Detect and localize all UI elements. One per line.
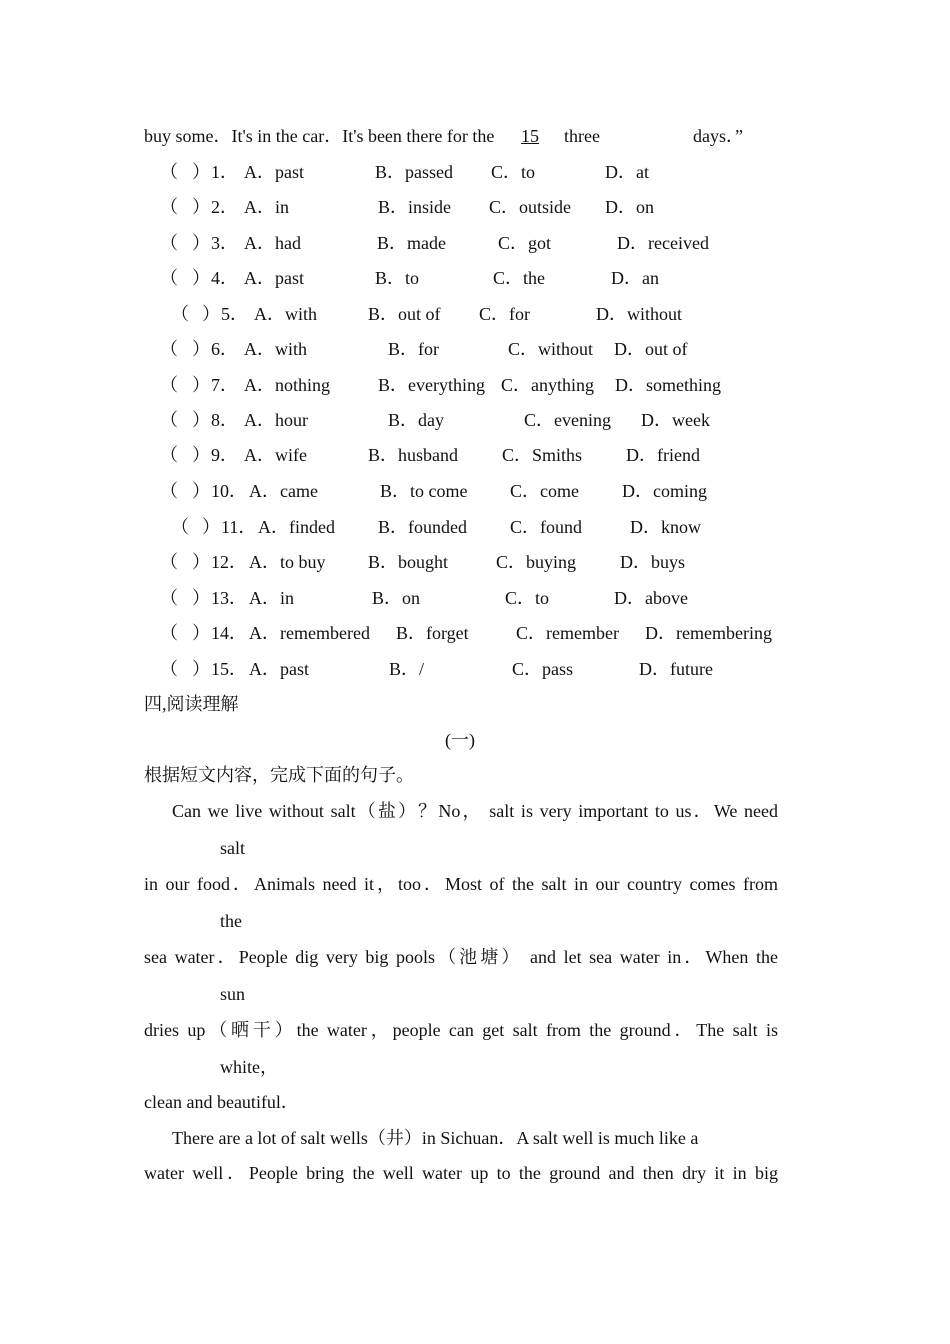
intro-text-1: buy some．It's in the car．It's been there for the [144, 126, 495, 146]
option-b: B．/ [389, 659, 425, 679]
answer-paren-close: ） [192, 481, 210, 501]
option-c: C．anything [501, 375, 594, 395]
answer-paren-close: ） [192, 233, 210, 253]
option-d: D．buys [620, 552, 686, 572]
answer-paren-close: ） [202, 304, 220, 324]
option-c: C．the [493, 268, 545, 288]
passage-text: sea water．People dig very big pools（池塘） and let sea water in．When the [144, 947, 778, 967]
option-d: D．coming [622, 481, 707, 501]
option-c: C．to [491, 162, 536, 182]
option-d: D．on [605, 197, 654, 217]
passage-text: water well．People bring the well water up to the ground and then dry it in big [144, 1163, 778, 1183]
question-number: 1． [211, 162, 238, 182]
answer-paren-open: （ [160, 268, 178, 288]
question-number: 4． [211, 268, 238, 288]
question-number: 5． [221, 304, 248, 324]
answer-paren-open: （ [160, 588, 178, 608]
question-number: 9． [211, 445, 238, 465]
option-d: D．above [614, 588, 688, 608]
option-c: C．evening [524, 410, 611, 430]
answer-paren-close: ） [192, 588, 210, 608]
question-number: 10． [211, 481, 247, 501]
question-number: 3． [211, 233, 238, 253]
answer-paren-open: （ [160, 233, 178, 253]
question-number: 7． [211, 375, 238, 395]
option-c: C．found [510, 517, 582, 537]
answer-paren-open: （ [171, 517, 189, 537]
option-a: A．had [244, 233, 301, 253]
option-b: B．for [388, 339, 439, 359]
option-a: A．with [244, 339, 307, 359]
option-b: B．out of [368, 304, 441, 324]
section-heading: 四,阅读理解 [144, 694, 239, 714]
option-b: B．to [375, 268, 420, 288]
option-a: A．finded [258, 517, 335, 537]
option-d: D．week [641, 410, 710, 430]
instruction-text: 根据短文内容，完成下面的句子。 [144, 765, 414, 785]
answer-paren-close: ） [192, 552, 210, 572]
answer-paren-open: （ [160, 623, 178, 643]
passage-text: in our food．Animals need it，too．Most of the salt in our country comes from [144, 874, 778, 894]
answer-paren-open: （ [160, 339, 178, 359]
option-d: D．out of [614, 339, 688, 359]
option-a: A．past [249, 659, 309, 679]
option-a: A．past [244, 268, 304, 288]
option-c: C．Smiths [502, 445, 583, 465]
option-a: A．in [249, 588, 294, 608]
option-a: A．to buy [249, 552, 326, 572]
option-b: B．on [372, 588, 421, 608]
answer-paren-open: （ [160, 375, 178, 395]
option-b: B．to come [380, 481, 468, 501]
passage-text: dries up（晒干）the water，people can get salt from the ground．The salt is [144, 1020, 778, 1040]
option-c: C．remember [516, 623, 619, 643]
option-b: B．bought [368, 552, 449, 572]
option-c: C．without [508, 339, 594, 359]
option-d: D．remembering [645, 623, 772, 643]
answer-paren-close: ） [202, 517, 220, 537]
option-a: A．came [249, 481, 318, 501]
option-a: A．in [244, 197, 289, 217]
answer-paren-open: （ [160, 481, 178, 501]
answer-paren-close: ） [192, 623, 210, 643]
question-number: 2． [211, 197, 238, 217]
passage-text: sun [220, 984, 246, 1004]
answer-paren-close: ） [192, 268, 210, 288]
question-number: 12． [211, 552, 247, 572]
option-b: B．passed [375, 162, 453, 182]
answer-paren-close: ） [192, 410, 210, 430]
answer-paren-open: （ [160, 197, 178, 217]
option-b: B．founded [378, 517, 467, 537]
question-number: 15． [211, 659, 247, 679]
option-d: D．without [596, 304, 683, 324]
answer-paren-open: （ [171, 304, 189, 324]
option-d: D．know [630, 517, 701, 537]
passage-text: the [220, 911, 242, 931]
option-d: D．friend [626, 445, 700, 465]
option-b: B．inside [378, 197, 452, 217]
option-a: A．hour [244, 410, 308, 430]
option-b: B．made [377, 233, 446, 253]
option-a: A．past [244, 162, 304, 182]
passage-text: white， [220, 1057, 278, 1077]
answer-paren-open: （ [160, 162, 178, 182]
answer-paren-close: ） [192, 162, 210, 182]
option-d: D．at [605, 162, 649, 182]
answer-paren-close: ） [192, 445, 210, 465]
passage-text: clean and beautiful． [144, 1092, 299, 1112]
answer-paren-open: （ [160, 445, 178, 465]
option-a: A．with [254, 304, 317, 324]
answer-paren-close: ） [192, 659, 210, 679]
option-d: D．something [615, 375, 721, 395]
answer-paren-open: （ [160, 410, 178, 430]
passage-text: salt [220, 838, 245, 858]
option-b: B．husband [368, 445, 458, 465]
answer-paren-open: （ [160, 659, 178, 679]
intro-text-3: days．” [693, 126, 743, 146]
option-c: C．got [498, 233, 552, 253]
option-b: B．day [388, 410, 444, 430]
option-a: A．remembered [249, 623, 370, 643]
answer-paren-close: ） [192, 375, 210, 395]
answer-paren-open: （ [160, 552, 178, 572]
option-d: D．received [617, 233, 709, 253]
intro-text-2: three [564, 126, 600, 146]
option-c: C．buying [496, 552, 577, 572]
option-c: C．for [479, 304, 530, 324]
option-d: D．future [639, 659, 713, 679]
question-number: 6． [211, 339, 238, 359]
answer-paren-close: ） [192, 339, 210, 359]
option-a: A．wife [244, 445, 307, 465]
option-c: C．pass [512, 659, 574, 679]
passage-text: Can we live without salt（盐）？No， salt is very important to us．We need [172, 801, 778, 821]
option-b: B．everything [378, 375, 485, 395]
option-d: D．an [611, 268, 659, 288]
option-a: A．nothing [244, 375, 331, 395]
answer-paren-close: ） [192, 197, 210, 217]
question-number: 13． [211, 588, 247, 608]
blank-15: 15 [521, 126, 539, 146]
question-number: 8． [211, 410, 238, 430]
question-number: 11． [221, 517, 257, 537]
subsection-title: (一) [445, 730, 475, 750]
question-number: 14． [211, 623, 247, 643]
option-c: C．to [505, 588, 550, 608]
option-c: C．come [510, 481, 579, 501]
option-c: C．outside [489, 197, 572, 217]
option-b: B．forget [396, 623, 469, 643]
passage-text: There are a lot of salt wells（井）in Sichuan．A salt well is much like a [172, 1128, 699, 1148]
